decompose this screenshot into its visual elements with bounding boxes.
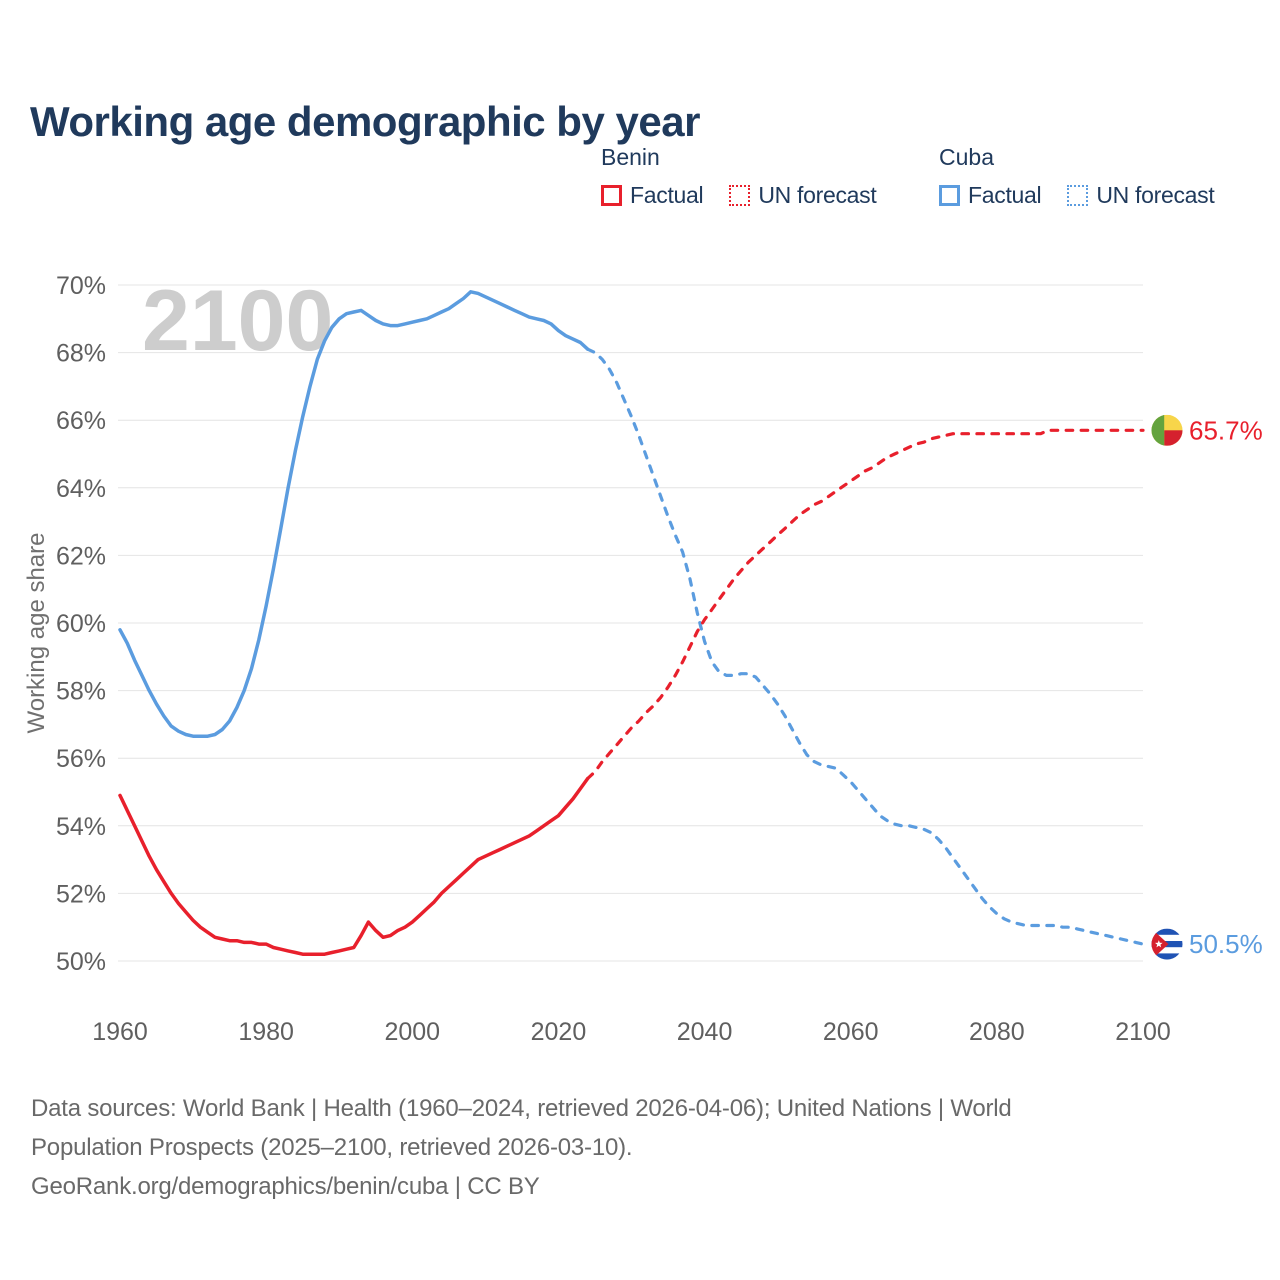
series-line-cuba-un-forecast [588,349,1143,944]
legend-benin-name: Benin [601,144,660,170]
cuba-flag-icon [1152,929,1183,960]
benin-flag-icon [1152,415,1183,446]
x-tick-label: 1960 [92,1018,148,1046]
y-tick-label: 70% [55,272,106,300]
legend-label: UN forecast [1096,182,1215,208]
y-tick-label: 66% [55,407,106,436]
cuba-end-value-label: 50.5% [1189,929,1263,960]
legend-label: UN forecast [758,182,877,208]
page-title: Working age demographic by year [30,98,700,146]
x-tick-label: 2060 [822,1018,879,1046]
x-tick-label: 2100 [1115,1018,1171,1046]
y-tick-label: 62% [55,542,106,571]
legend-label: Factual [968,182,1042,208]
gridlines [118,285,1143,961]
attribution-line: GeoRank.org/demographics/benin/cuba | CC BY [31,1173,540,1200]
x-tick-label: 2080 [969,1018,1025,1046]
y-tick-label: 68% [55,339,106,368]
benin-end-value-label: 65.7% [1189,415,1263,446]
y-tick-label: 64% [55,474,106,503]
y-tick-label: 50% [55,948,106,976]
source-line: Population Prospects (2025–2100, retrieved 2026-03-10). [31,1134,633,1161]
y-tick-label: 54% [55,812,106,841]
legend-cuba-name: Cuba [939,144,994,170]
x-tick-label: 2000 [384,1018,441,1046]
hover-year-watermark: 2100 [142,273,334,369]
x-tick-label: 2020 [530,1018,587,1046]
legend-label: Factual [630,182,704,208]
data-sources-note [31,1089,1012,1206]
y-tick-label: 60% [55,610,106,638]
y-axis-title: Working age share [23,532,50,734]
axis-labels [56,272,1171,1046]
series-line-benin-factual [120,779,588,955]
source-line: Data sources: World Bank | Health (1960–2024, retrieved 2026-04-06); United Nations | World [31,1095,1012,1122]
y-tick-label: 56% [55,745,106,774]
y-tick-label: 52% [55,880,106,909]
x-tick-label: 1980 [238,1018,294,1046]
x-tick-label: 2040 [676,1018,733,1046]
y-tick-label: 58% [55,677,106,706]
series-line-benin-un-forecast [588,430,1143,778]
